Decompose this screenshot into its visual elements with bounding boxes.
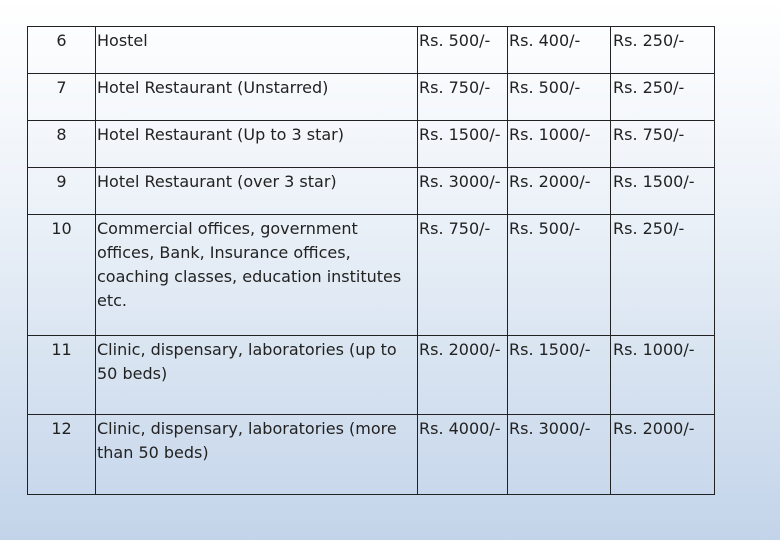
- table-row: [28, 74, 715, 121]
- row-rate-3: Rs. 250/-: [611, 27, 715, 74]
- row-rate-2: Rs. 3000/-: [508, 415, 611, 495]
- row-rate-2: Rs. 400/-: [508, 27, 611, 74]
- row-number: 9: [28, 168, 96, 215]
- row-number: 11: [28, 336, 96, 415]
- row-rate-2: Rs. 2000/-: [508, 168, 611, 215]
- table-row: [28, 336, 715, 415]
- row-category: Commercial offices, government offices, Bank, Insurance offices, coaching classes, education institutes etc.: [96, 215, 418, 336]
- table-row: [28, 168, 715, 215]
- row-category: Clinic, dispensary, laboratories (up to 50 beds): [96, 336, 418, 415]
- table-row: [28, 121, 715, 168]
- row-rate-3: Rs. 250/-: [611, 215, 715, 336]
- row-rate-1: Rs. 1500/-: [418, 121, 508, 168]
- row-rate-1: Rs. 500/-: [418, 27, 508, 74]
- rates-table: [27, 26, 715, 495]
- table-row: [28, 415, 715, 495]
- row-rate-1: Rs. 750/-: [418, 74, 508, 121]
- row-rate-1: Rs. 3000/-: [418, 168, 508, 215]
- table-row: [28, 215, 715, 336]
- row-category: Hotel Restaurant (Unstarred): [96, 74, 418, 121]
- row-rate-1: Rs. 750/-: [418, 215, 508, 336]
- row-number: 6: [28, 27, 96, 74]
- row-rate-2: Rs. 1000/-: [508, 121, 611, 168]
- row-rate-3: Rs. 250/-: [611, 74, 715, 121]
- row-number: 12: [28, 415, 96, 495]
- row-number: 10: [28, 215, 96, 336]
- row-rate-3: Rs. 1500/-: [611, 168, 715, 215]
- row-rate-3: Rs. 1000/-: [611, 336, 715, 415]
- row-category: Hotel Restaurant (Up to 3 star): [96, 121, 418, 168]
- row-category: Hostel: [96, 27, 418, 74]
- row-category: Hotel Restaurant (over 3 star): [96, 168, 418, 215]
- row-rate-2: Rs. 500/-: [508, 74, 611, 121]
- row-rate-3: Rs. 750/-: [611, 121, 715, 168]
- row-category: Clinic, dispensary, laboratories (more than 50 beds): [96, 415, 418, 495]
- row-rate-2: Rs. 1500/-: [508, 336, 611, 415]
- row-rate-3: Rs. 2000/-: [611, 415, 715, 495]
- row-rate-2: Rs. 500/-: [508, 215, 611, 336]
- row-rate-1: Rs. 2000/-: [418, 336, 508, 415]
- row-number: 7: [28, 74, 96, 121]
- row-number: 8: [28, 121, 96, 168]
- table-row: [28, 27, 715, 74]
- row-rate-1: Rs. 4000/-: [418, 415, 508, 495]
